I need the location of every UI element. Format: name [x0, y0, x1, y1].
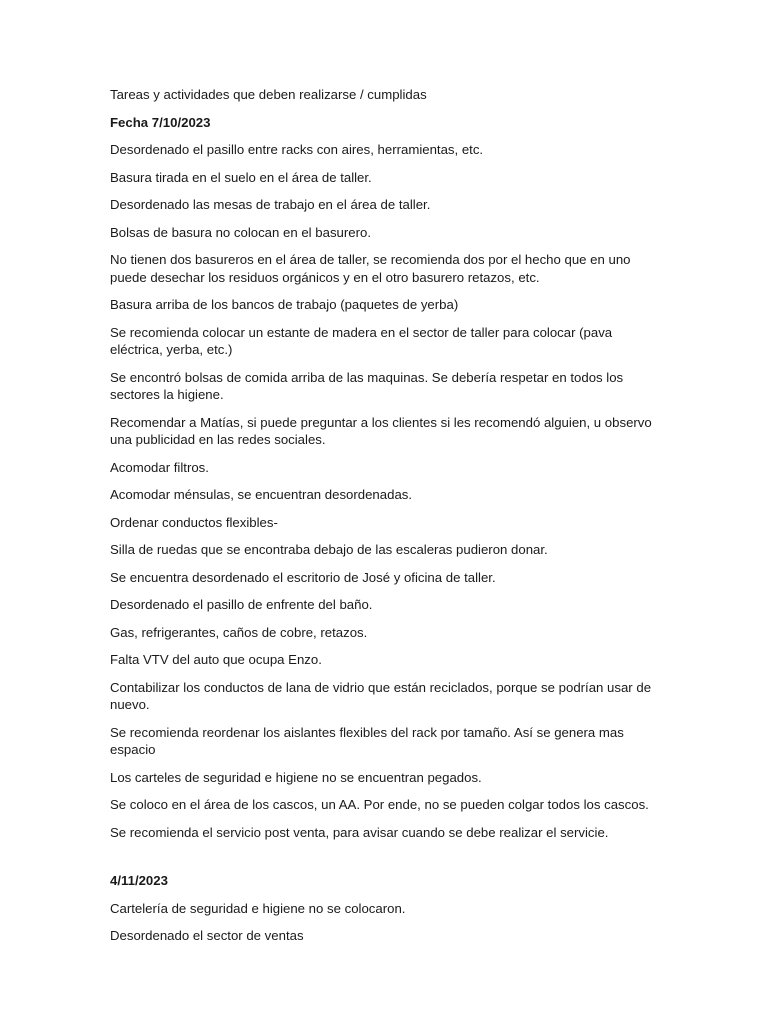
section-1-items: [110, 141, 666, 841]
section-spacer: [110, 851, 666, 872]
task-item: Contabilizar los conductos de lana de vidrio que están reciclados, porque se podrían usar de nuevo.: [110, 679, 652, 712]
task-item: Se coloco en el área de los cascos, un AA. Por ende, no se pueden colgar todos los cascos.: [110, 797, 649, 812]
task-item: Desordenado el pasillo entre racks con aires, herramientas, etc.: [110, 142, 484, 157]
task-item: Basura arriba de los bancos de trabajo (paquetes de yerba): [110, 297, 459, 312]
section-2-items: [110, 900, 666, 945]
task-item: Se encontró bolsas de comida arriba de las maquinas. Se debería respetar en todos los sectores la higiene.: [110, 369, 624, 402]
section-date-2: 4/11/2023: [110, 873, 168, 888]
task-item: Acomodar filtros.: [110, 459, 209, 475]
task-item: Acomodar ménsulas, se encuentran desordenadas.: [110, 487, 413, 502]
task-item: Cartelería de seguridad e higiene no se colocaron.: [110, 900, 406, 916]
document-title: Tareas y actividades que deben realizarse / cumplidas: [110, 87, 427, 102]
task-item: No tienen dos basureros en el área de taller, se recomienda dos por el hecho que en uno puede desechar los residuos orgánicos y en el otro basurero retazos, etc.: [110, 252, 631, 285]
task-item: Desordenado las mesas de trabajo en el área de taller.: [110, 197, 431, 212]
task-item: Se recomienda el servicio post venta, para avisar cuando se debe realizar el servicie.: [110, 824, 609, 840]
task-item: Basura tirada en el suelo en el área de taller.: [110, 169, 372, 185]
task-item: Silla de ruedas que se encontraba debajo de las escaleras pudieron donar.: [110, 542, 548, 557]
task-item: Falta VTV del auto que ocupa Enzo.: [110, 652, 322, 667]
task-item: Se encuentra desordenado el escritorio de José y oficina de taller.: [110, 569, 496, 585]
task-item: Desordenado el sector de ventas: [110, 928, 304, 943]
task-item: Ordenar conductos flexibles-: [110, 514, 278, 530]
task-item: Bolsas de basura no colocan en el basurero.: [110, 224, 371, 240]
task-item: Los carteles de seguridad e higiene no se encuentran pegados.: [110, 769, 482, 785]
section-date-1: Fecha 7/10/2023: [110, 114, 211, 130]
task-item: Desordenado el pasillo de enfrente del baño.: [110, 597, 373, 612]
task-item: Recomendar a Matías, si puede preguntar a los clientes si les recomendó alguien, u observo una publicidad en las redes sociales.: [110, 414, 652, 447]
task-item: Gas, refrigerantes, caños de cobre, retazos.: [110, 624, 368, 640]
task-item: Se recomienda reordenar los aislantes flexibles del rack por tamaño. Así se genera mas espacio: [110, 724, 624, 757]
task-item: Se recomienda colocar un estante de madera en el sector de taller para colocar (pava eléctrica, yerba, etc.): [110, 324, 613, 357]
document-page: [110, 86, 666, 955]
